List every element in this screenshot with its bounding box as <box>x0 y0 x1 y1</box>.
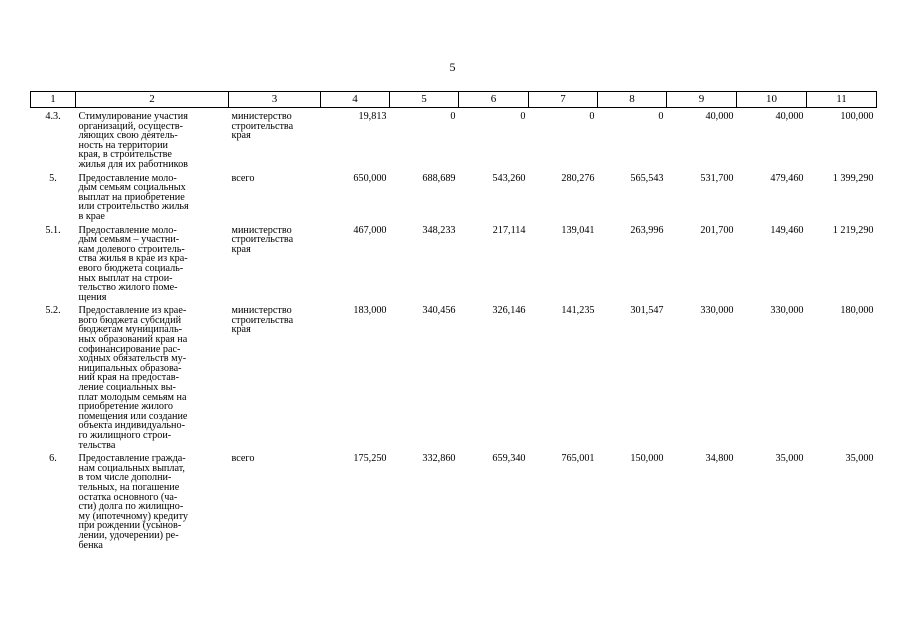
executor-line: края <box>231 130 251 142</box>
program-table <box>30 91 877 550</box>
activity-name-line: плат молодым семьям на <box>78 391 187 403</box>
page-number: 5 <box>449 60 456 74</box>
executor-line: всего <box>231 172 255 184</box>
activity-name-line: или строительство жилья <box>78 201 189 213</box>
activity-name-line: Предоставление из крае- <box>78 305 187 317</box>
value-cell: 175,250 <box>353 453 387 465</box>
row-number: 5.1. <box>45 224 61 236</box>
value-cell: 0 <box>450 111 456 122</box>
value-cell: 201,700 <box>700 224 734 236</box>
column-number-row <box>31 92 877 108</box>
activity-name-line: ляющих свою деятель- <box>78 130 178 142</box>
value-cell: 326,146 <box>492 305 526 317</box>
table-row <box>31 450 877 550</box>
activity-name-line: в крае <box>78 210 105 222</box>
executor-line: строительства <box>231 120 294 132</box>
column-number: 11 <box>807 92 877 108</box>
value-cell: 40,000 <box>775 111 804 122</box>
value-cell: 180,000 <box>840 305 874 317</box>
executor-line: края <box>231 324 251 336</box>
value-cell: 35,000 <box>775 453 804 465</box>
activity-name-line: бенка <box>78 539 103 551</box>
value-cell: 330,000 <box>770 305 804 317</box>
value-cell: 183,000 <box>353 305 387 317</box>
value-cell: 650,000 <box>353 172 387 184</box>
value-cell: 1 399,290 <box>832 172 874 184</box>
value-cell: 34,800 <box>705 453 734 465</box>
table-body <box>31 108 877 551</box>
value-cell: 332,860 <box>422 453 456 465</box>
activity-name-line: ность на территории <box>78 139 169 151</box>
activity-name-line: го жилищного строи- <box>78 430 172 441</box>
activity-name-line: тельных, на погашение <box>78 481 180 493</box>
executor-line: строительства <box>231 234 294 246</box>
activity-name-line: сти) долга по жилищно- <box>78 501 184 513</box>
activity-name-line: кам долевого строитель- <box>78 243 185 255</box>
activity-name-line: ходных обязательств му- <box>78 353 187 365</box>
value-cell: 765,001 <box>561 453 595 465</box>
activity-name-line: дым семьям социальных <box>78 182 186 194</box>
value-cell: 301,547 <box>630 305 664 317</box>
value-cell: 659,340 <box>492 453 526 465</box>
value-cell: 19,813 <box>358 111 387 122</box>
activity-name-line: лении, удочерении) ре- <box>78 529 179 541</box>
value-cell: 149,460 <box>770 224 804 236</box>
value-cell: 0 <box>658 111 664 122</box>
activity-name <box>76 170 229 222</box>
activity-name-line: евого бюджета социаль- <box>78 262 184 274</box>
activity-name-line: помещения или создание <box>78 410 188 422</box>
activity-name-line: ниципальных образова- <box>78 362 182 374</box>
value-cell: 543,260 <box>492 172 526 184</box>
column-number: 8 <box>598 92 667 108</box>
executor <box>229 450 321 550</box>
value-cell: 1 219,290 <box>832 224 874 236</box>
executor <box>229 170 321 222</box>
row-number: 5. <box>49 172 57 184</box>
value-cell: 263,996 <box>630 224 664 236</box>
value-cell: 688,689 <box>422 172 456 184</box>
value-cell: 565,543 <box>630 172 664 184</box>
column-number: 7 <box>529 92 598 108</box>
activity-name-line: Предоставление моло- <box>78 224 177 236</box>
activity-name-line: края, в строительстве <box>78 149 172 161</box>
activity-name-line: ний края на предостав- <box>78 372 180 384</box>
column-number: 1 <box>31 92 76 108</box>
column-number: 5 <box>390 92 459 108</box>
activity-name-line: вого бюджета субсидий <box>78 314 182 326</box>
activity-name-line: Предоставление моло- <box>78 172 177 184</box>
activity-name-line: объекта индивидуально- <box>78 420 185 432</box>
executor-line: края <box>231 243 251 255</box>
value-cell: 531,700 <box>700 172 734 184</box>
column-number: 4 <box>321 92 390 108</box>
activity-name-line: ства жилья в крае из кра- <box>78 253 188 265</box>
value-cell: 141,235 <box>561 305 595 317</box>
executor <box>229 302 321 450</box>
executor-line: министерство <box>231 224 292 236</box>
value-cell: 100,000 <box>840 111 874 122</box>
value-cell: 40,000 <box>705 111 734 122</box>
activity-name <box>76 222 229 303</box>
activity-name-line: софинансирование рас- <box>78 343 181 355</box>
activity-name-line: жилья для их работников <box>78 158 188 170</box>
value-cell: 139,041 <box>561 224 595 236</box>
column-number: 10 <box>737 92 807 108</box>
executor <box>229 222 321 303</box>
activity-name-line: ных образований края на <box>78 334 188 346</box>
activity-name-line: дым семьям – участни- <box>78 234 180 246</box>
activity-name-line: остатка основного (ча- <box>78 491 178 503</box>
value-cell: 479,460 <box>770 172 804 184</box>
activity-name-line: при рождении (усынов- <box>78 520 182 532</box>
value-cell: 35,000 <box>845 453 874 465</box>
activity-name-line: приобретение жилого <box>78 401 174 413</box>
value-cell: 330,000 <box>700 305 734 317</box>
column-number: 9 <box>667 92 737 108</box>
value-cell: 217,114 <box>492 224 526 236</box>
executor-line: министерство <box>231 305 292 317</box>
column-number: 6 <box>459 92 529 108</box>
activity-name-line: ных выплат на строи- <box>78 272 173 284</box>
table-row <box>31 222 877 303</box>
activity-name-line: му (ипотечному) кредиту <box>78 510 188 522</box>
value-cell: 0 <box>589 111 595 122</box>
value-cell: 280,276 <box>561 172 595 184</box>
activity-name-line: Стимулирование участия <box>78 111 188 122</box>
activity-name-line: ление социальных вы- <box>78 382 176 394</box>
column-number: 2 <box>76 92 229 108</box>
activity-name <box>76 450 229 550</box>
value-cell: 467,000 <box>353 224 387 236</box>
row-number: 5.2. <box>45 305 61 317</box>
value-cell: 340,456 <box>422 305 456 317</box>
value-cell: 348,233 <box>422 224 456 236</box>
activity-name-line: нам социальных выплат, <box>78 462 185 474</box>
activity-name <box>76 108 229 170</box>
executor-line: министерство <box>231 111 292 122</box>
executor-line: строительства <box>231 314 294 326</box>
value-cell: 150,000 <box>630 453 664 465</box>
activity-name <box>76 302 229 450</box>
activity-name-line: щения <box>78 291 107 303</box>
row-number: 6. <box>49 453 57 465</box>
table-row <box>31 302 877 450</box>
table-row <box>31 170 877 222</box>
executor <box>229 108 321 170</box>
activity-name-line: тельства <box>78 439 116 451</box>
activity-name-line: бюджетам муниципаль- <box>78 324 183 336</box>
value-cell: 0 <box>520 111 526 122</box>
activity-name-line: выплат на приобретение <box>78 191 185 203</box>
row-number: 4.3. <box>45 111 61 122</box>
activity-name-line: Предоставление гражда- <box>78 453 186 465</box>
activity-name-line: организаций, осуществ- <box>78 120 183 132</box>
executor-line: всего <box>231 453 255 465</box>
table-row <box>31 108 877 170</box>
column-number: 3 <box>229 92 321 108</box>
activity-name-line: тельство жилого поме- <box>78 282 178 294</box>
activity-name-line: в том числе дополни- <box>78 472 172 484</box>
